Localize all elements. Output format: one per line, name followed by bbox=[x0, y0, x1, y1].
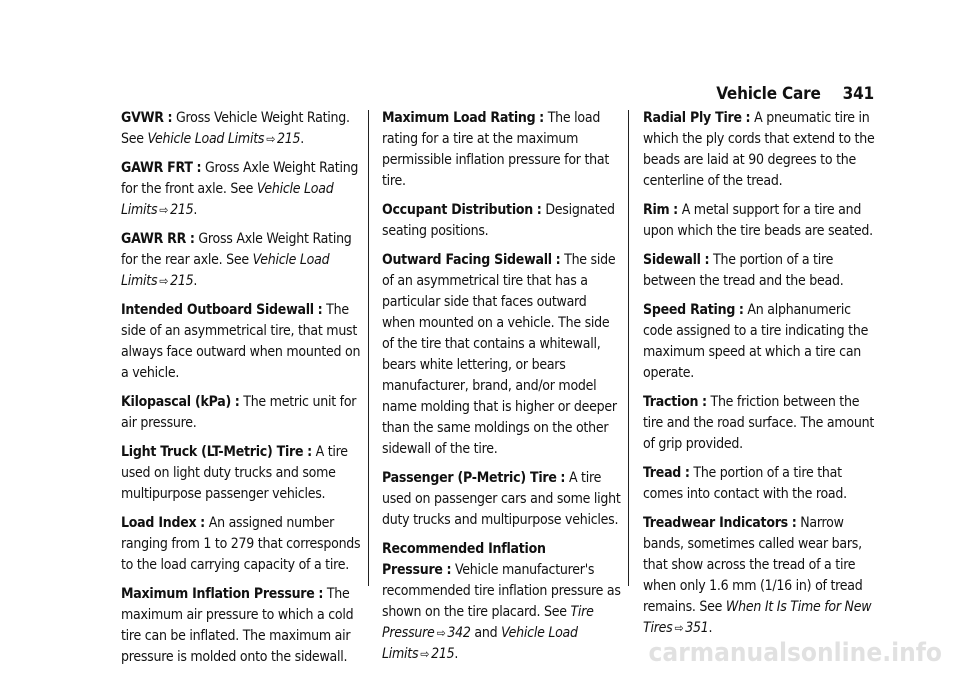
glossary-definition: The portion of a tire between the tread and the bead. bbox=[643, 252, 844, 289]
glossary-term: Tread bbox=[643, 465, 682, 481]
arrow-icon: ⇨ bbox=[159, 203, 169, 217]
glossary-column-3 bbox=[643, 108, 883, 647]
glossary-definition: An alphanumeric code assigned to a tire indicating the maximum speed at which a tire can operate. bbox=[643, 302, 869, 381]
glossary-entry bbox=[643, 200, 883, 242]
glossary-entry bbox=[121, 229, 361, 292]
cross-reference-page[interactable]: 215 bbox=[170, 202, 194, 218]
glossary-entry bbox=[121, 108, 361, 150]
glossary-entry bbox=[382, 539, 622, 665]
term-separator: : bbox=[745, 110, 751, 126]
glossary-term: Light Truck (LT-Metric) Tire bbox=[121, 444, 304, 460]
glossary-entry bbox=[382, 250, 622, 460]
page-number: 341 bbox=[842, 84, 874, 104]
term-separator: : bbox=[536, 202, 542, 218]
glossary-term: Rim bbox=[643, 202, 670, 218]
cross-reference-label[interactable]: Vehicle Load Limits bbox=[121, 252, 330, 289]
term-separator: : bbox=[196, 160, 202, 176]
glossary-entry bbox=[382, 108, 622, 192]
page-header bbox=[716, 84, 874, 104]
term-separator: : bbox=[234, 394, 240, 410]
term-separator: : bbox=[318, 586, 324, 602]
glossary-definition: A metal support for a tire and upon which the tire beads are seated. bbox=[643, 202, 873, 239]
glossary-entry bbox=[643, 513, 883, 639]
arrow-icon: ⇨ bbox=[159, 274, 169, 288]
glossary-entry bbox=[643, 392, 883, 455]
column-divider bbox=[368, 110, 369, 586]
glossary-entry bbox=[121, 442, 361, 505]
cross-reference-link[interactable] bbox=[148, 131, 301, 147]
sentence-end: . bbox=[193, 202, 198, 218]
glossary-term: Recommended Inflation Pressure bbox=[382, 541, 546, 578]
glossary-definition: Gross Axle Weight Rating for the front axle. See bbox=[121, 160, 359, 197]
glossary-entry bbox=[382, 200, 622, 242]
sentence-end: . bbox=[300, 131, 305, 147]
term-separator: : bbox=[673, 202, 678, 218]
glossary-term: Load Index bbox=[121, 515, 197, 531]
cross-reference-label[interactable]: Vehicle Load Limits bbox=[147, 131, 265, 147]
glossary-definition: The load rating for a tire at the maximum permissible inflation pressure for that tire. bbox=[382, 110, 610, 189]
term-separator: : bbox=[704, 252, 710, 268]
term-separator: : bbox=[189, 231, 195, 247]
glossary-term: GVWR bbox=[121, 110, 164, 126]
term-separator: : bbox=[167, 110, 173, 126]
glossary-definition: The metric unit for air pressure. bbox=[121, 394, 357, 431]
arrow-icon: ⇨ bbox=[436, 626, 446, 640]
glossary-definition: The portion of a tire that comes into contact with the road. bbox=[643, 465, 847, 502]
cross-reference-label[interactable]: Tire Pressure bbox=[382, 604, 594, 641]
term-separator: : bbox=[555, 252, 561, 268]
arrow-icon: ⇨ bbox=[266, 132, 275, 146]
term-separator: : bbox=[738, 302, 744, 318]
glossary-entry bbox=[121, 158, 361, 221]
glossary-entry bbox=[643, 250, 883, 292]
glossary-entry bbox=[643, 108, 883, 192]
glossary-definition: Gross Axle Weight Rating for the rear axle. See bbox=[121, 231, 352, 268]
ref-joiner: and bbox=[470, 625, 502, 641]
glossary-entry bbox=[382, 468, 622, 531]
glossary-term: Maximum Load Rating bbox=[382, 110, 536, 126]
column-divider bbox=[628, 110, 629, 586]
sentence-end: . bbox=[454, 646, 459, 662]
glossary-term: Speed Rating bbox=[643, 302, 736, 318]
term-separator: : bbox=[317, 302, 323, 318]
cross-reference-page[interactable]: 215 bbox=[276, 131, 301, 147]
glossary-definition: Vehicle manufacturer's recommended tire inflation pressure as shown on the tire placard. See bbox=[382, 562, 621, 620]
term-separator: : bbox=[200, 515, 205, 531]
glossary-term: Kilopascal (kPa) bbox=[121, 394, 231, 410]
glossary-term: Passenger (P-Metric) Tire bbox=[382, 470, 557, 486]
glossary-column-1 bbox=[121, 108, 361, 676]
term-separator: : bbox=[791, 515, 797, 531]
arrow-icon: ⇨ bbox=[674, 621, 684, 635]
glossary-term: GAWR FRT bbox=[121, 160, 193, 176]
term-separator: : bbox=[701, 394, 707, 410]
glossary-definition: The friction between the tire and the road surface. The amount of grip provided. bbox=[643, 394, 875, 452]
glossary-entry bbox=[121, 392, 361, 434]
term-separator: : bbox=[560, 470, 566, 486]
cross-reference-label[interactable]: Vehicle Load Limits bbox=[121, 181, 334, 218]
cross-reference-page[interactable]: 342 bbox=[447, 625, 471, 641]
arrow-icon: ⇨ bbox=[420, 647, 430, 661]
cross-reference-label[interactable]: When It Is Time for New Tires bbox=[643, 599, 872, 636]
glossary-entry bbox=[121, 513, 361, 576]
glossary-entry bbox=[121, 300, 361, 384]
glossary-term: Intended Outboard Sidewall bbox=[121, 302, 314, 318]
term-separator: : bbox=[307, 444, 312, 460]
glossary-term: Traction bbox=[643, 394, 699, 410]
glossary-definition: Designated seating positions. bbox=[382, 202, 615, 239]
glossary-definition: The side of an asymmetrical tire that has a particular side that faces outward when mounted on a vehicle. The side of the tire that contains a whitewall, bears white lettering, or bears manufacturer, brand, and/or model name molding that is higher or deeper than the same moldings on the other sidewall of the tire. bbox=[382, 252, 617, 457]
glossary-definition: An assigned number ranging from 1 to 279 that corresponds to the load carrying capacity of a tire. bbox=[121, 515, 361, 573]
glossary-term: Maximum Inflation Pressure bbox=[121, 586, 315, 602]
term-separator: : bbox=[446, 562, 452, 578]
glossary-entry bbox=[643, 300, 883, 384]
glossary-term: Sidewall bbox=[643, 252, 701, 268]
glossary-term: Treadwear Indicators bbox=[643, 515, 788, 531]
watermark: carmanualsonline.info bbox=[648, 638, 942, 668]
glossary-term: Outward Facing Sidewall bbox=[382, 252, 552, 268]
term-separator: : bbox=[684, 465, 690, 481]
section-title: Vehicle Care bbox=[716, 84, 821, 104]
glossary-definition: The maximum air pressure to which a cold tire can be inflated. The maximum air pressure is molded onto the sidewall. bbox=[121, 586, 354, 665]
glossary-definition: The side of an asymmetrical tire, that must always face outward when mounted on a vehicle. bbox=[121, 302, 361, 381]
glossary-definition: Gross Vehicle Weight Rating. See bbox=[121, 110, 350, 147]
sentence-end: . bbox=[193, 273, 198, 289]
glossary-definition: A tire used on passenger cars and some light duty trucks and multipurpose vehicles. bbox=[382, 470, 621, 528]
glossary-definition: A tire used on light duty trucks and some multipurpose passenger vehicles. bbox=[121, 444, 348, 502]
cross-reference-label[interactable]: Vehicle Load Limits bbox=[382, 625, 578, 662]
glossary-term: GAWR RR bbox=[121, 231, 187, 247]
glossary-term: Occupant Distribution bbox=[382, 202, 534, 218]
glossary-term: Radial Ply Tire bbox=[643, 110, 742, 126]
glossary-entry bbox=[643, 463, 883, 505]
glossary-definition: Narrow bands, sometimes called wear bars, that show across the tread of a tire when only 1.6 mm (1/16 in) of tread remains. See bbox=[643, 515, 863, 615]
sentence-end: . bbox=[708, 620, 713, 636]
glossary-definition: A pneumatic tire in which the ply cords that extend to the beads are laid at 90 degrees to the centerline of the tread. bbox=[643, 110, 875, 189]
cross-reference-page[interactable]: 351 bbox=[685, 620, 709, 636]
term-separator: : bbox=[539, 110, 544, 126]
glossary-entry bbox=[121, 584, 361, 668]
cross-reference-page[interactable]: 215 bbox=[170, 273, 194, 289]
glossary-column-2 bbox=[382, 108, 622, 673]
cross-reference-page[interactable]: 215 bbox=[431, 646, 455, 662]
